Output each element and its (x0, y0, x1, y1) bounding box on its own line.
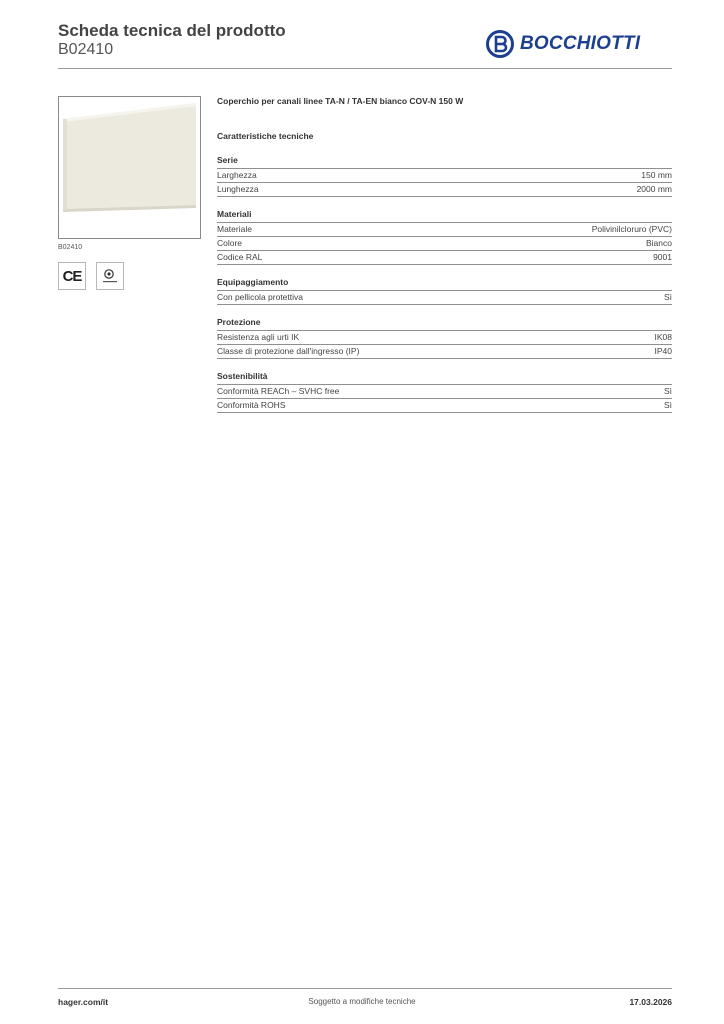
spec-label: Conformità REACh – SVHC free (217, 386, 340, 396)
spec-row (217, 399, 672, 413)
quality-mark-icon (96, 262, 124, 290)
image-caption: B02410 (58, 244, 83, 251)
section-equipaggiamento (217, 277, 672, 305)
spec-value: Sì (663, 386, 672, 396)
footer-divider (58, 988, 672, 989)
section-title: Materiali (217, 209, 672, 223)
spec-row (217, 183, 672, 197)
spec-label: Larghezza (217, 170, 257, 180)
spec-row (217, 291, 672, 305)
spec-label: Lunghezza (217, 184, 259, 194)
spec-row (217, 345, 672, 359)
spec-label: Colore (217, 238, 243, 248)
spec-value: Sì (663, 400, 672, 410)
section-title: Equipaggiamento (217, 277, 672, 291)
spec-value: Bianco (646, 238, 672, 248)
bocchiotti-logo-icon (486, 30, 514, 58)
spec-row (217, 223, 672, 237)
spec-row (217, 331, 672, 345)
section-sostenibilita (217, 371, 672, 413)
spec-label: Resistenza agli urti IK (217, 332, 300, 342)
spec-value: IK08 (654, 332, 672, 342)
spec-row (217, 169, 672, 183)
spec-value: 9001 (653, 252, 672, 262)
section-title: Protezione (217, 317, 672, 331)
footer-date: 17.03.2026 (629, 997, 672, 1007)
spec-value: Sì (663, 292, 672, 302)
footer-note: Soggetto a modifiche tecniche (308, 997, 416, 1006)
spec-value: IP40 (654, 346, 672, 356)
product-code: B02410 (58, 41, 114, 58)
brand-name: BOCCHIOTTI (520, 33, 641, 54)
page-title: Scheda tecnica del prodotto (58, 21, 286, 40)
spec-label: Codice RAL (217, 252, 263, 262)
section-serie (217, 155, 672, 197)
spec-label: Materiale (217, 224, 252, 234)
spec-label: Con pellicola protettiva (217, 292, 303, 302)
spec-row (217, 251, 672, 265)
spec-value: 2000 mm (636, 184, 672, 194)
brand-logo (486, 29, 666, 59)
section-title: Sostenibilità (217, 371, 672, 385)
product-description: Coperchio per canali linee TA-N / TA-EN bianco COV-N 150 W (217, 96, 464, 106)
spec-value: 150 mm (641, 170, 672, 180)
section-title: Serie (217, 155, 672, 169)
characteristics-title: Caratteristiche tecniche (217, 131, 314, 141)
spec-sheet (217, 94, 672, 413)
footer-website-link[interactable]: hager.com/it (58, 997, 109, 1007)
section-protezione (217, 317, 672, 359)
spec-label: Conformità ROHS (217, 400, 286, 410)
spec-value: Polivinilcloruro (PVC) (591, 224, 672, 234)
ce-mark-icon: CE (58, 262, 86, 290)
spec-label: Classe di protezione dall'ingresso (IP) (217, 346, 360, 356)
product-image (58, 96, 201, 239)
spec-row (217, 237, 672, 251)
spec-row (217, 385, 672, 399)
header-divider (58, 68, 672, 69)
section-materiali (217, 209, 672, 265)
